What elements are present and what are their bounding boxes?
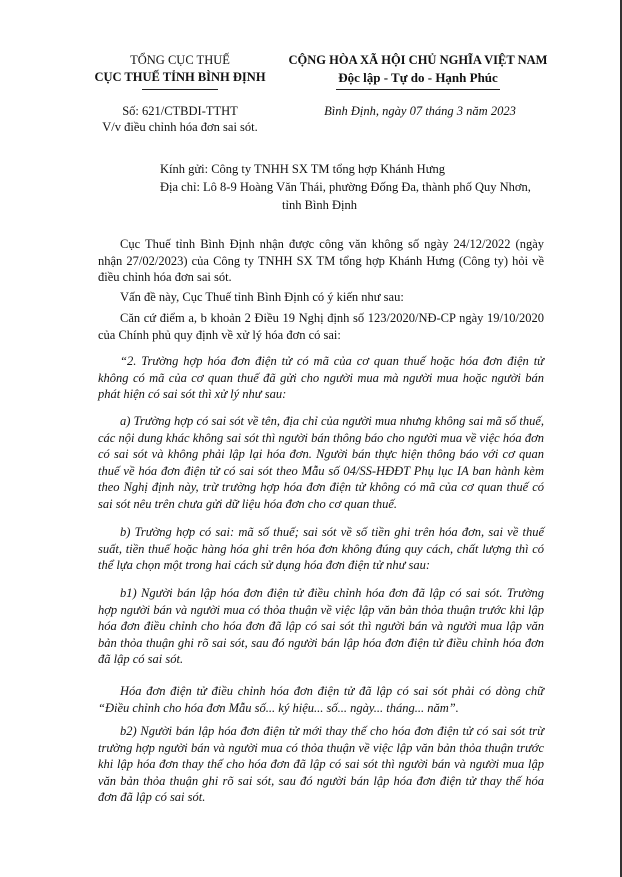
quote-point-b2: b2) Người bán lập hóa đơn điện tử mới thay thế cho hóa đơn điện tử có sai sót trừ trường hợp người bán và người mua có thỏa thuận về việc lập văn bản thỏa thuận trước khi lập hóa đơn thay thế cho hóa đơn đã lập có sai sót thì người bán và người mua lập văn bản thỏa thuận ghi rõ sai sót, sau đó người bán lập hóa đơn điện tử thay thế hóa đơn đã lập có sai sót. [98,724,544,804]
paragraph-response: Vấn đề này, Cục Thuế tỉnh Bình Định có ý kiến như sau: [120,290,404,304]
nation-title: CỘNG HÒA XÃ HỘI CHỦ NGHĨA VIỆT NAM [288,53,548,67]
paragraph-legal-basis: Căn cứ điểm a, b khoản 2 Điều 19 Nghị định số 123/2020/NĐ-CP ngày 19/10/2020 của Chính phủ quy định về xử lý hóa đơn có sai: [98,311,544,342]
doc-subject: V/v điều chỉnh hóa đơn sai sót. [102,120,258,134]
recipient-address: Địa chỉ: Lô 8-9 Hoàng Văn Thái, phường Đống Đa, thành phố Quy Nhơn, [160,180,531,194]
quote-point-b1: b1) Người bán lập hóa đơn điện tử điều chỉnh hóa đơn đã lập có sai sót. Trường hợp người bán và người mua có thỏa thuận về việc lập văn bản thỏa thuận trước khi lập hóa đơn điều chỉnh cho hóa đơn đã lập có sai sót thì người bán và người mua lập văn bản thỏa thuận ghi rõ sai sót, sau đó người bán lập hóa đơn điện tử điều chỉnh hóa đơn đã lập có sai sót. [98,586,544,666]
quote-point-b: b) Trường hợp có sai: mã số thuế; sai sót về số tiền ghi trên hóa đơn, sai về thuế suất, tiền thuế hoặc hàng hóa ghi trên hóa đơn không đúng quy cách, chất lượng thì có thể lựa chọn một trong hai cách sử dụng hóa đơn điện tử như sau: [98,525,544,572]
quote-adjustment-note: Hóa đơn điện tử điều chỉnh hóa đơn điện tử đã lập có sai sót phải có dòng chữ “Điều chỉnh cho hóa đơn Mẫu số... ký hiệu... số... ngày... tháng... năm”. [98,684,544,715]
quote-clause-2: “2. Trường hợp hóa đơn điện tử có mã của cơ quan thuế hoặc hóa đơn điện tử không có mã của cơ quan thuế đã gửi cho người mua mà người mua hoặc người bán phát hiện có sai sót thì xử lý như sau: [98,354,544,401]
agency-parent: TỔNG CỤC THUẾ [130,53,230,67]
quote-point-a: a) Trường hợp có sai sót về tên, địa chỉ của người mua nhưng không sai mã số thuế, các nội dung khác không sai sót thì người bán thông báo cho người mua về việc hóa đơn có sai sót và không phải lập lại hóa đơn. Người bán thực hiện thông báo với cơ quan thuế về hóa đơn điện tử có sai sót theo Mẫu số 04/SS-HĐĐT Phụ lục IA ban hành kèm theo Nghị định này, trừ trường hợp hóa đơn điện tử không có mã của cơ quan thuế có sai sót nêu trên chưa gửi dữ liệu hóa đơn cho cơ quan thuế. [98,414,544,511]
paragraph-intro: Cục Thuế tỉnh Bình Định nhận được công văn không số ngày 24/12/2022 (ngày nhận 27/02/2023) của Công ty TNHH SX TM tổng hợp Khánh Hưng (Công ty) hỏi về điều chỉnh hóa đơn sai sót. [98,237,544,284]
motto-underline [336,89,500,90]
motto: Độc lập - Tự do - Hạnh Phúc [338,70,498,85]
recipient-to: Kính gửi: Công ty TNHH SX TM tổng hợp Khánh Hưng [160,162,445,176]
agency-name: CỤC THUẾ TỈNH BÌNH ĐỊNH [94,70,266,84]
place-date: Bình Định, ngày 07 tháng 3 năm 2023 [324,104,516,118]
doc-number: Số: 621/CTBDI-TTHT [122,104,238,118]
agency-underline [142,89,218,90]
recipient-address-2: tỉnh Bình Định [282,198,358,212]
